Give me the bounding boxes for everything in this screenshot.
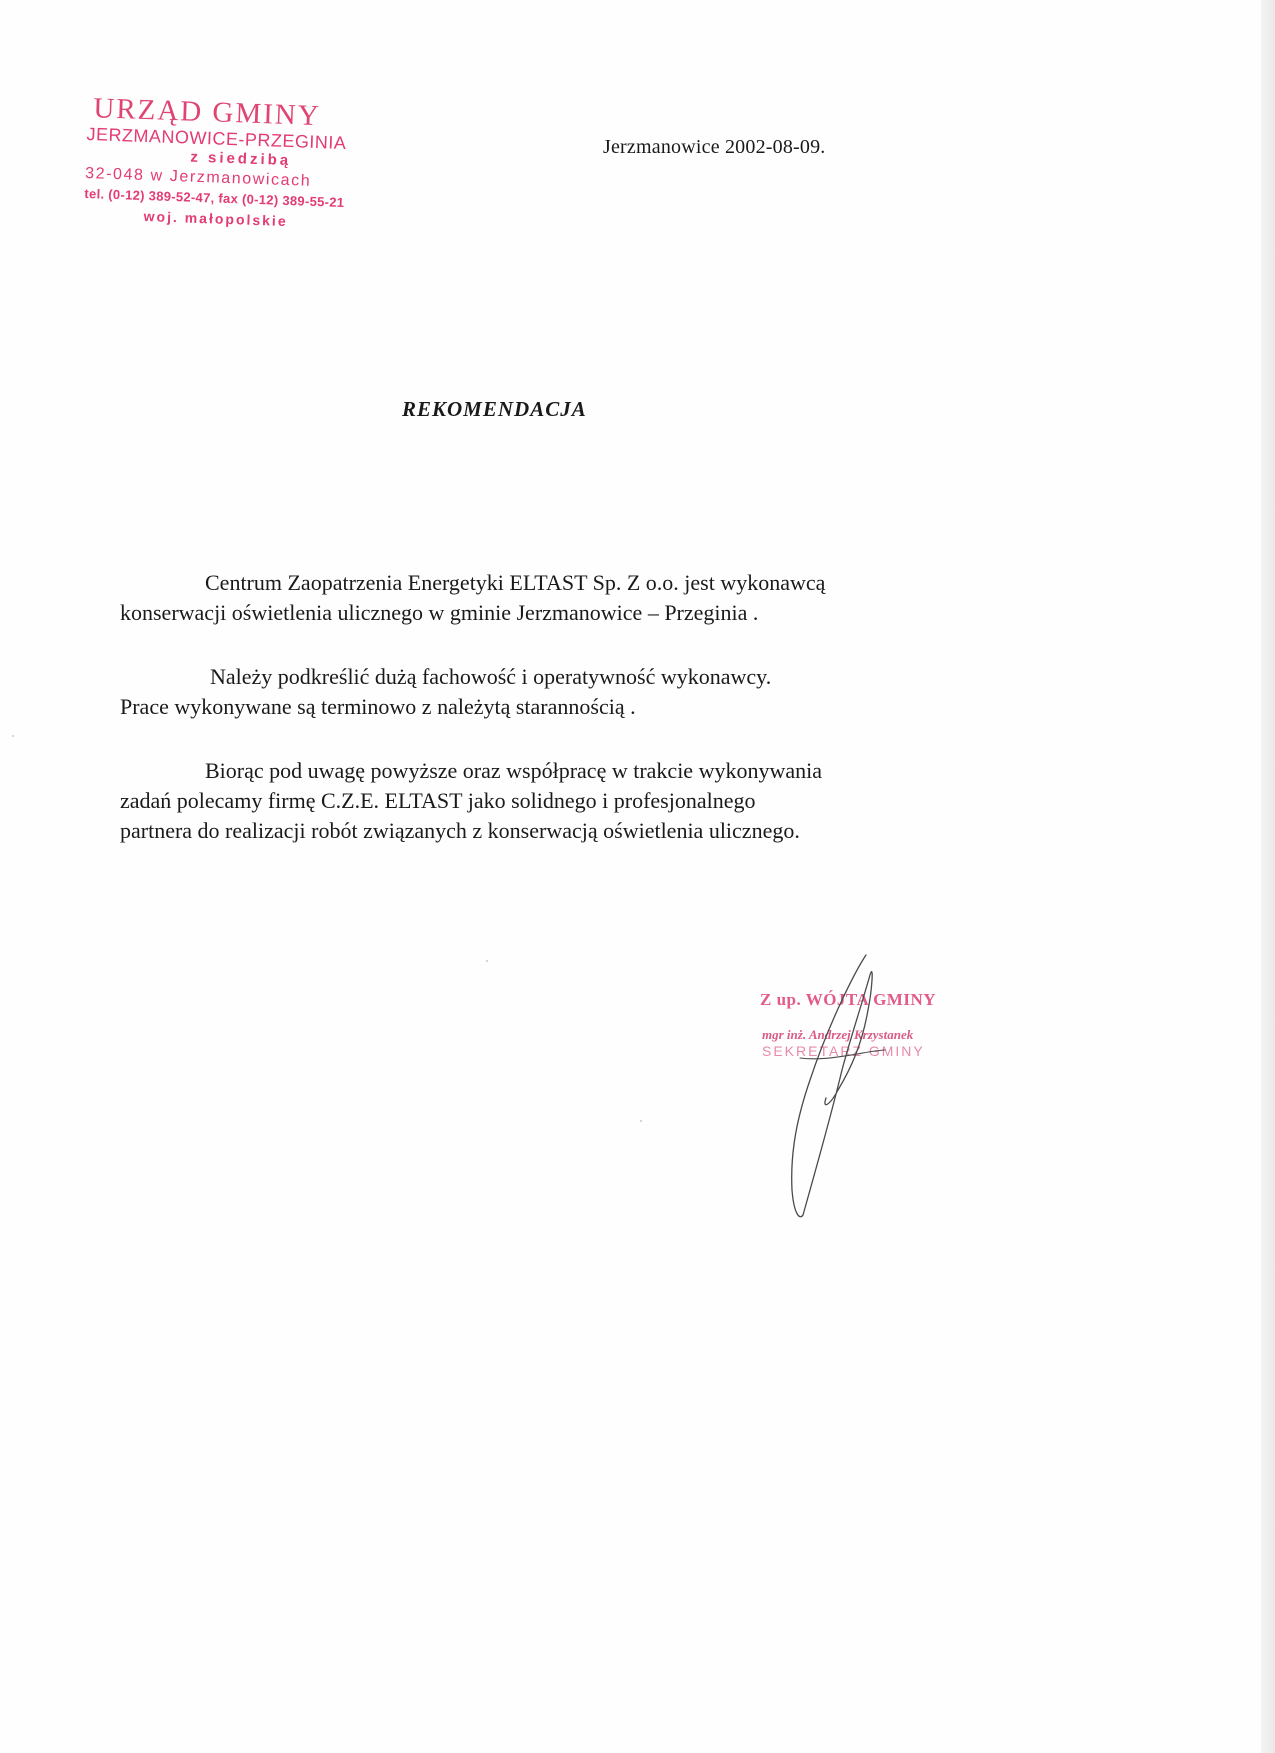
paragraph xyxy=(120,568,1080,628)
stamp-seat-label: z siedzibą xyxy=(190,148,292,170)
scan-speck xyxy=(12,735,14,737)
letter-date: Jerzmanowice 2002-08-09. xyxy=(603,136,826,158)
paragraph xyxy=(120,662,1080,722)
letter-body xyxy=(120,568,1080,880)
municipal-office-stamp xyxy=(83,92,417,235)
paragraph-line: zadań polecamy firmę C.Z.E. ELTAST jako solidnego i profesjonalnego xyxy=(120,788,756,813)
paragraph-line: partnera do realizacji robót związanych z konserwacją oświetlenia ulicznego. xyxy=(120,818,800,843)
stamp-office-name: URZĄD GMINY xyxy=(92,92,322,133)
paragraph xyxy=(120,756,1080,846)
stamp-municipality: JERZMANOWICE-PRZEGINIA xyxy=(86,123,347,154)
paragraph-line: Należy podkreślić dużą fachowość i operatywność wykonawcy. xyxy=(210,664,772,689)
signature-stamp-on-behalf: Z up. WÓJTA GMINY xyxy=(760,990,937,1009)
paragraph-line: konserwacji oświetlenia ulicznego w gminie Jerzmanowice – Przeginia . xyxy=(120,600,759,625)
signature-stamp-signatory: mgr inż. Andrzej Krzystanek xyxy=(762,1027,914,1042)
signature-stroke xyxy=(792,955,872,1217)
paragraph-line: Prace wykonywane są terminowo z należytą starannością . xyxy=(120,694,636,719)
document-title: REKOMENDACJA xyxy=(402,397,587,421)
scan-edge xyxy=(1261,0,1275,1753)
scan-speck xyxy=(486,960,488,962)
scan-speck xyxy=(640,1120,642,1122)
signature-stroke xyxy=(800,1050,885,1059)
handwritten-signature xyxy=(770,950,950,1230)
stamp-postal-address: 32-048 w Jerzmanowicach xyxy=(84,164,312,190)
stamp-phone-fax: tel. (0-12) 389-52-47, fax (0-12) 389-55-21 xyxy=(84,185,345,211)
signature-stamp-position: SEKRETARZ GMINY xyxy=(762,1043,925,1059)
paragraph-line: Biorąc pod uwagę powyższe oraz współpracę w trakcie wykonywania xyxy=(205,758,822,783)
paragraph-line: Centrum Zaopatrzenia Energetyki ELTAST Sp. Z o.o. jest wykonawcą xyxy=(205,570,826,595)
stamp-voivodeship: woj. małopolskie xyxy=(143,208,288,230)
